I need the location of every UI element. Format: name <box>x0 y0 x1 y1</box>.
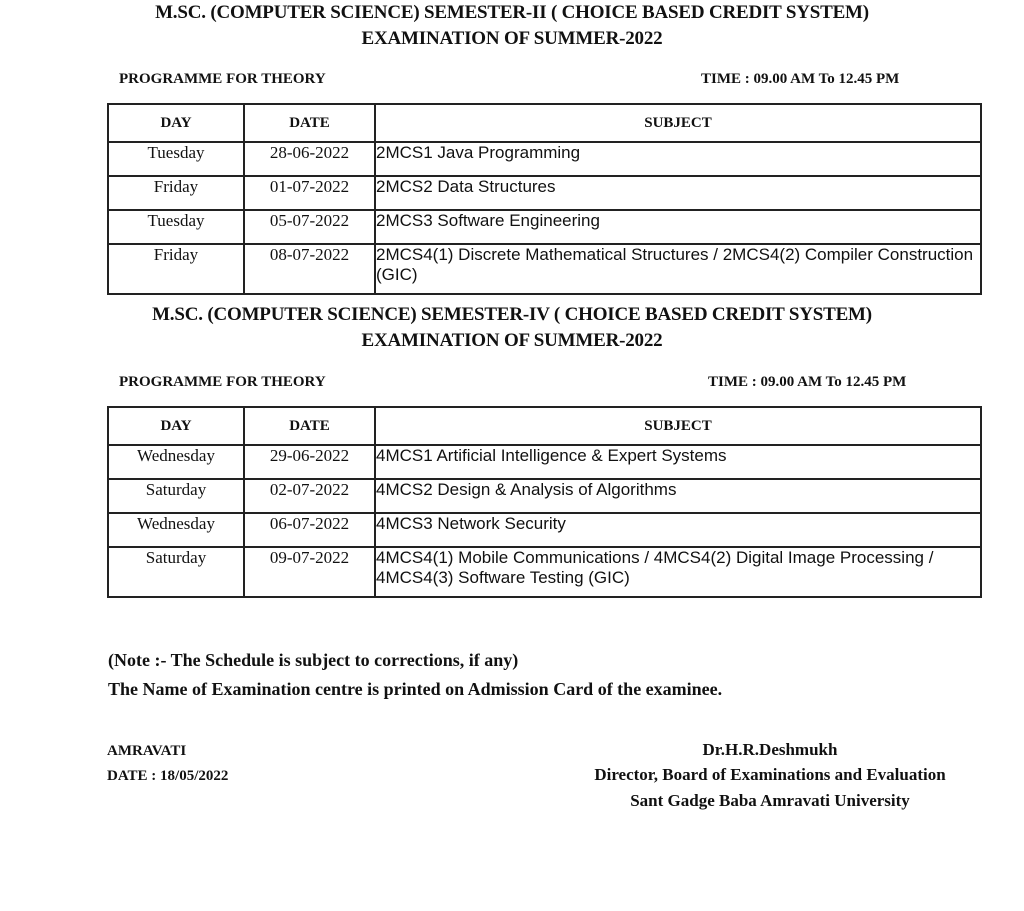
section2-title-line1: M.SC. (COMPUTER SCIENCE) SEMESTER-IV ( CHOICE BASED CREDIT SYSTEM) <box>152 304 872 325</box>
cell-date: 09-07-2022 <box>244 547 375 597</box>
table-row <box>108 479 981 513</box>
section2-programme-label: PROGRAMME FOR THEORY <box>119 374 326 390</box>
column-header-subject: SUBJECT <box>375 104 981 142</box>
cell-subject: 4MCS3 Network Security <box>375 513 981 547</box>
cell-day: Wednesday <box>108 513 244 547</box>
column-header-subject: SUBJECT <box>375 407 981 445</box>
signatory-title: Director, Board of Examinations and Evaluation <box>594 765 946 784</box>
note-exam-centre: The Name of Examination centre is printed on Admission Card of the examinee. <box>108 679 723 699</box>
cell-subject: 2MCS3 Software Engineering <box>375 210 981 244</box>
institution-name: Sant Gadge Baba Amravati University <box>630 791 910 810</box>
column-header-day: DAY <box>108 407 244 445</box>
cell-day: Tuesday <box>108 142 244 176</box>
table-header-row <box>108 407 981 445</box>
cell-day: Wednesday <box>108 445 244 479</box>
footer-date: DATE : 18/05/2022 <box>107 768 229 784</box>
table-row <box>108 513 981 547</box>
section1-time-label: TIME : 09.00 AM To 12.45 PM <box>701 71 900 87</box>
cell-date: 06-07-2022 <box>244 513 375 547</box>
cell-date: 02-07-2022 <box>244 479 375 513</box>
cell-day: Saturday <box>108 547 244 597</box>
column-header-date: DATE <box>244 407 375 445</box>
table-row <box>108 445 981 479</box>
cell-subject: 2MCS1 Java Programming <box>375 142 981 176</box>
column-header-day: DAY <box>108 104 244 142</box>
cell-date: 08-07-2022 <box>244 244 375 294</box>
cell-day: Tuesday <box>108 210 244 244</box>
section1-programme-label: PROGRAMME FOR THEORY <box>119 71 326 87</box>
cell-subject: 4MCS2 Design & Analysis of Algorithms <box>375 479 981 513</box>
cell-day: Friday <box>108 244 244 294</box>
cell-subject: 2MCS2 Data Structures <box>375 176 981 210</box>
section1-schedule-table <box>107 103 982 295</box>
table-row <box>108 142 981 176</box>
table-row <box>108 244 981 294</box>
signatory-name: Dr.H.R.Deshmukh <box>702 740 838 759</box>
section1-title-line1: M.SC. (COMPUTER SCIENCE) SEMESTER-II ( CHOICE BASED CREDIT SYSTEM) <box>155 2 869 23</box>
cell-date: 29-06-2022 <box>244 445 375 479</box>
cell-subject: 4MCS4(1) Mobile Communications / 4MCS4(2) Digital Image Processing / 4MCS4(3) Software Testing (GIC) <box>375 547 981 597</box>
section2-schedule-table <box>107 406 982 598</box>
cell-day: Friday <box>108 176 244 210</box>
cell-subject: 2MCS4(1) Discrete Mathematical Structures / 2MCS4(2) Compiler Construction (GIC) <box>375 244 981 294</box>
section2-time-label: TIME : 09.00 AM To 12.45 PM <box>708 374 907 390</box>
cell-date: 28-06-2022 <box>244 142 375 176</box>
column-header-date: DATE <box>244 104 375 142</box>
section2-title-line2: EXAMINATION OF SUMMER-2022 <box>361 330 663 351</box>
table-header-row <box>108 104 981 142</box>
note-corrections: (Note :- The Schedule is subject to corrections, if any) <box>108 650 519 670</box>
table-row <box>108 547 981 597</box>
cell-date: 05-07-2022 <box>244 210 375 244</box>
cell-day: Saturday <box>108 479 244 513</box>
table-row <box>108 176 981 210</box>
footer-place: AMRAVATI <box>107 743 187 759</box>
section1-title-line2: EXAMINATION OF SUMMER-2022 <box>361 28 663 49</box>
cell-subject: 4MCS1 Artificial Intelligence & Expert Systems <box>375 445 981 479</box>
cell-date: 01-07-2022 <box>244 176 375 210</box>
table-row <box>108 210 981 244</box>
